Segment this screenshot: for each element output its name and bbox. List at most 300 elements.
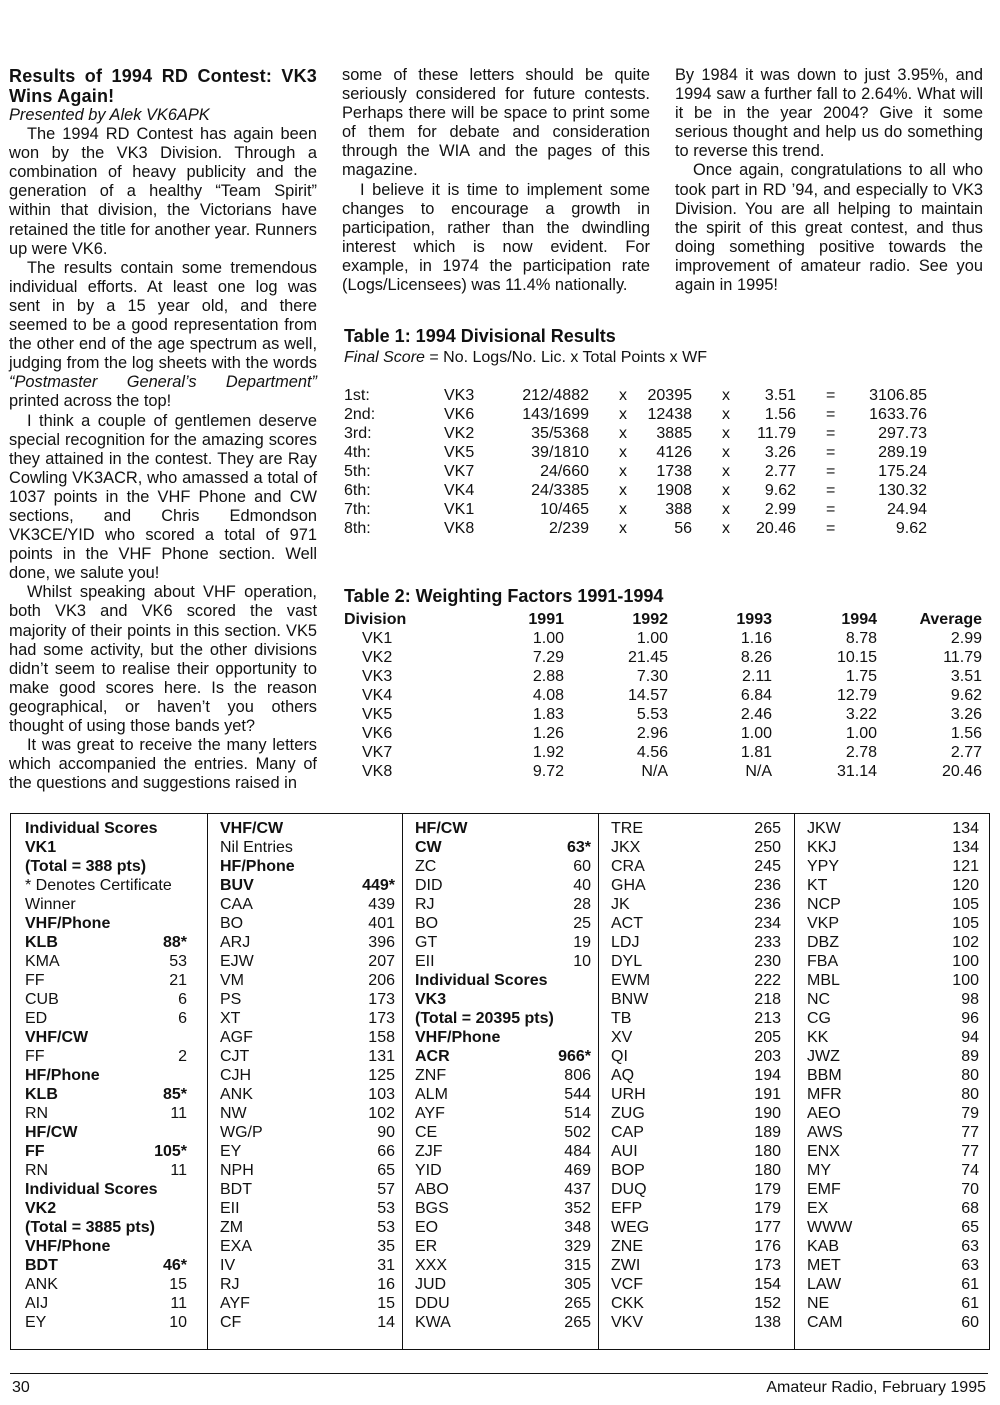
article-column-2 bbox=[342, 66, 650, 295]
table1-cell-div: VK3 bbox=[444, 387, 475, 404]
score-value: 213 bbox=[754, 1010, 781, 1027]
callsign: EXA bbox=[220, 1238, 253, 1255]
score-value: 265 bbox=[564, 1314, 591, 1331]
callsign: JKX bbox=[611, 839, 641, 856]
callsign: NW bbox=[220, 1105, 247, 1122]
callsign: BDT bbox=[25, 1257, 58, 1274]
score-value: 230 bbox=[754, 953, 781, 970]
score-row bbox=[25, 971, 187, 990]
callsign: ALM bbox=[415, 1086, 448, 1103]
score-value: 189 bbox=[754, 1124, 781, 1141]
score-row bbox=[415, 1313, 591, 1332]
score-row bbox=[611, 1123, 781, 1142]
score-value: 158 bbox=[368, 1029, 395, 1046]
table2-cell: 9.72 bbox=[532, 763, 564, 780]
score-value: 28 bbox=[573, 896, 591, 913]
score-row bbox=[220, 857, 395, 876]
score-value: 10 bbox=[169, 1314, 187, 1331]
table1-cell-x: x bbox=[722, 387, 730, 404]
table2-cell: VK4 bbox=[362, 687, 393, 704]
callsign: ZUG bbox=[611, 1105, 645, 1122]
score-row bbox=[220, 971, 395, 990]
score-value: 6 bbox=[178, 1010, 187, 1027]
score-value: 74 bbox=[961, 1162, 979, 1179]
table1-cell-div: VK5 bbox=[444, 444, 475, 461]
score-row bbox=[807, 1218, 979, 1237]
score-row bbox=[220, 1180, 395, 1199]
callsign: NC bbox=[807, 991, 831, 1008]
paragraph: Whilst speaking about VHF operation, both VK3 and VK6 scored the vast majority of their points in this section. VK5 had some activity, but the other divisions didn’t seem to realise their opportunity to make good scores here. Is the reason geographical, or haven’t you others thought of using those bands yet? bbox=[9, 583, 317, 735]
table1-cell-div: VK2 bbox=[444, 425, 475, 442]
score-row bbox=[220, 1066, 395, 1085]
score-value: 469 bbox=[564, 1162, 591, 1179]
score-row bbox=[415, 1085, 591, 1104]
callsign: BBM bbox=[807, 1067, 842, 1084]
callsign: VK3 bbox=[415, 991, 447, 1008]
magazine-issue: Amateur Radio, February 1995 bbox=[766, 1379, 986, 1396]
score-value: 21 bbox=[169, 972, 187, 989]
callsign: VK2 bbox=[25, 1200, 57, 1217]
callsign: EII bbox=[220, 1200, 240, 1217]
table1-cell-x: x bbox=[619, 425, 627, 442]
callsign: RJ bbox=[220, 1276, 240, 1293]
callsign: Individual Scores bbox=[25, 820, 158, 837]
score-value: 85* bbox=[162, 1086, 187, 1103]
score-value: 484 bbox=[564, 1143, 591, 1160]
table1-cell-points: 1908 bbox=[656, 482, 692, 499]
score-value: 70 bbox=[961, 1181, 979, 1198]
score-value: 203 bbox=[754, 1048, 781, 1065]
callsign: ZNF bbox=[415, 1067, 447, 1084]
table2-cell: VK6 bbox=[362, 725, 393, 742]
score-value: 401 bbox=[368, 915, 395, 932]
table1-cell-points: 56 bbox=[674, 520, 692, 537]
callsign: WEG bbox=[611, 1219, 650, 1236]
table2-cell: 11.79 bbox=[943, 649, 982, 666]
score-row bbox=[611, 876, 781, 895]
score-row bbox=[25, 1123, 187, 1142]
table1-subtitle: Final Score = No. Logs/No. Lic. x Total Points x WF bbox=[344, 349, 707, 366]
score-row bbox=[415, 1047, 591, 1066]
table1-cell-div: VK7 bbox=[444, 463, 475, 480]
table2-cell: VK3 bbox=[362, 668, 393, 685]
score-row bbox=[415, 952, 591, 971]
callsign: AGF bbox=[220, 1029, 253, 1046]
callsign: KMA bbox=[25, 953, 60, 970]
table1-cell-eq: = bbox=[826, 520, 836, 537]
score-value: 105 bbox=[952, 896, 979, 913]
score-value: 60 bbox=[961, 1314, 979, 1331]
score-value: 2 bbox=[178, 1048, 187, 1065]
score-row bbox=[220, 1256, 395, 1275]
score-row bbox=[415, 1028, 591, 1047]
table1-cell-eq: = bbox=[826, 425, 836, 442]
callsign: KLB bbox=[25, 1086, 58, 1103]
score-value: 191 bbox=[754, 1086, 781, 1103]
table2-row bbox=[344, 648, 984, 667]
table2-header-cell: 1991 bbox=[528, 611, 564, 628]
table2-header-row bbox=[344, 610, 984, 629]
score-row bbox=[220, 1237, 395, 1256]
score-row bbox=[25, 1256, 187, 1275]
table2-row bbox=[344, 705, 984, 724]
score-value: 152 bbox=[754, 1295, 781, 1312]
score-row bbox=[611, 990, 781, 1009]
score-value: 176 bbox=[754, 1238, 781, 1255]
score-value: 514 bbox=[564, 1105, 591, 1122]
callsign: AUI bbox=[611, 1143, 638, 1160]
table2-row bbox=[344, 667, 984, 686]
score-value: 16 bbox=[377, 1276, 395, 1293]
score-value: 80 bbox=[961, 1067, 979, 1084]
table1-cell-score: 297.73 bbox=[878, 425, 927, 442]
callsign: EY bbox=[220, 1143, 242, 1160]
score-value: 206 bbox=[368, 972, 395, 989]
callsign: VKP bbox=[807, 915, 840, 932]
callsign: JK bbox=[611, 896, 630, 913]
scores-column-2 bbox=[207, 814, 395, 1349]
table2-cell: 2.77 bbox=[950, 744, 982, 761]
score-row bbox=[415, 1180, 591, 1199]
score-row bbox=[220, 1047, 395, 1066]
score-row bbox=[807, 1047, 979, 1066]
score-value: 205 bbox=[754, 1029, 781, 1046]
callsign: EJW bbox=[220, 953, 254, 970]
score-value: 53 bbox=[377, 1200, 395, 1217]
callsign: MY bbox=[807, 1162, 831, 1179]
table1-cell-eq: = bbox=[826, 444, 836, 461]
score-row bbox=[25, 1313, 187, 1332]
score-row bbox=[807, 1294, 979, 1313]
callsign: (Total = 20395 pts) bbox=[415, 1010, 554, 1027]
callsign: ZC bbox=[415, 858, 437, 875]
callsign: BDT bbox=[220, 1181, 252, 1198]
score-row bbox=[611, 1104, 781, 1123]
callsign: RN bbox=[25, 1105, 49, 1122]
table1-cell-wf: 3.51 bbox=[764, 387, 796, 404]
table1-cell-x: x bbox=[619, 444, 627, 461]
score-row bbox=[220, 952, 395, 971]
callsign: NE bbox=[807, 1295, 830, 1312]
score-row bbox=[807, 971, 979, 990]
score-row bbox=[415, 1161, 591, 1180]
footer-rule bbox=[10, 1373, 988, 1374]
table2-cell: 21.45 bbox=[627, 649, 668, 666]
callsign: EO bbox=[415, 1219, 439, 1236]
callsign: FF bbox=[25, 972, 45, 989]
callsign: HF/Phone bbox=[220, 858, 295, 875]
score-row bbox=[611, 1028, 781, 1047]
table2-cell: N/A bbox=[641, 763, 668, 780]
score-value: 15 bbox=[169, 1276, 187, 1293]
table1-cell-score: 9.62 bbox=[895, 520, 927, 537]
score-row bbox=[611, 838, 781, 857]
callsign: ABO bbox=[415, 1181, 449, 1198]
callsign: MBL bbox=[807, 972, 840, 989]
score-value: 94 bbox=[961, 1029, 979, 1046]
table1-cell-place: 3rd: bbox=[344, 425, 372, 442]
callsign: BGS bbox=[415, 1200, 449, 1217]
table2-cell: 3.51 bbox=[950, 668, 982, 685]
score-value: 63 bbox=[961, 1238, 979, 1255]
table1-cell-x: x bbox=[619, 463, 627, 480]
score-value: 60 bbox=[573, 858, 591, 875]
callsign: KLB bbox=[25, 934, 58, 951]
table1-row bbox=[344, 443, 944, 462]
score-value: 31 bbox=[377, 1257, 395, 1274]
callsign: EX bbox=[807, 1200, 829, 1217]
score-value: 305 bbox=[564, 1276, 591, 1293]
callsign: DYL bbox=[611, 953, 643, 970]
table2-row bbox=[344, 762, 984, 781]
table1-row bbox=[344, 386, 944, 405]
table2-cell: VK5 bbox=[362, 706, 393, 723]
callsign: YPY bbox=[807, 858, 840, 875]
score-row bbox=[220, 990, 395, 1009]
table1-cell-logs: 212/4882 bbox=[522, 387, 589, 404]
table1-cell-x: x bbox=[722, 520, 730, 537]
callsign: CAM bbox=[807, 1314, 843, 1331]
table1-cell-eq: = bbox=[826, 501, 836, 518]
score-row bbox=[807, 1180, 979, 1199]
callsign: CW bbox=[415, 839, 442, 856]
table2-cell: 3.26 bbox=[950, 706, 982, 723]
callsign: CF bbox=[220, 1314, 242, 1331]
callsign: Winner bbox=[25, 896, 76, 913]
table2-cell: 2.46 bbox=[740, 706, 772, 723]
table1-cell-score: 1633.76 bbox=[869, 406, 927, 423]
score-row bbox=[415, 1104, 591, 1123]
score-value: 88* bbox=[162, 934, 187, 951]
callsign: IV bbox=[220, 1257, 236, 1274]
callsign: RN bbox=[25, 1162, 49, 1179]
score-row bbox=[611, 1161, 781, 1180]
score-row bbox=[25, 1237, 187, 1256]
callsign: PS bbox=[220, 991, 242, 1008]
callsign: KAB bbox=[807, 1238, 840, 1255]
score-row bbox=[415, 876, 591, 895]
callsign: VHF/Phone bbox=[25, 1238, 111, 1255]
score-value: 134 bbox=[952, 820, 979, 837]
table2-cell: 4.56 bbox=[636, 744, 668, 761]
callsign: ACT bbox=[611, 915, 643, 932]
table2-cell: 14.57 bbox=[627, 687, 668, 704]
callsign: HF/Phone bbox=[25, 1067, 100, 1084]
score-row bbox=[220, 1009, 395, 1028]
score-row bbox=[611, 1066, 781, 1085]
score-row bbox=[611, 1142, 781, 1161]
score-value: 966* bbox=[558, 1048, 591, 1065]
score-row bbox=[807, 895, 979, 914]
table1-cell-x: x bbox=[619, 482, 627, 499]
score-row bbox=[807, 1066, 979, 1085]
callsign: BO bbox=[415, 915, 439, 932]
score-row bbox=[807, 914, 979, 933]
table2-cell: 31.14 bbox=[836, 763, 877, 780]
callsign: AIJ bbox=[25, 1295, 49, 1312]
table1-cell-place: 4th: bbox=[344, 444, 371, 461]
score-row bbox=[25, 952, 187, 971]
table1-cell-score: 130.32 bbox=[878, 482, 927, 499]
callsign: DDU bbox=[415, 1295, 450, 1312]
score-row bbox=[25, 1180, 187, 1199]
callsign: EFP bbox=[611, 1200, 643, 1217]
table1-cell-points: 1738 bbox=[656, 463, 692, 480]
score-row bbox=[807, 876, 979, 895]
callsign: JWZ bbox=[807, 1048, 840, 1065]
callsign: EMF bbox=[807, 1181, 841, 1198]
score-row bbox=[807, 838, 979, 857]
callsign: BOP bbox=[611, 1162, 645, 1179]
score-value: 11 bbox=[170, 1105, 187, 1122]
score-value: 102 bbox=[368, 1105, 395, 1122]
score-value: 66 bbox=[377, 1143, 395, 1160]
table2-cell: 7.29 bbox=[532, 649, 564, 666]
table2-cell: 1.00 bbox=[740, 725, 772, 742]
table2-row bbox=[344, 686, 984, 705]
score-value: 121 bbox=[952, 858, 979, 875]
score-value: 105 bbox=[952, 915, 979, 932]
table1-cell-logs: 24/3385 bbox=[531, 482, 589, 499]
score-value: 449* bbox=[362, 877, 395, 894]
byline: Presented by Alek VK6APK bbox=[9, 106, 210, 124]
table1-cell-points: 388 bbox=[665, 501, 692, 518]
score-row bbox=[807, 1028, 979, 1047]
score-value: 179 bbox=[754, 1181, 781, 1198]
callsign: LAW bbox=[807, 1276, 842, 1293]
table1-cell-place: 7th: bbox=[344, 501, 371, 518]
score-row bbox=[25, 1161, 187, 1180]
table1-cell-place: 8th: bbox=[344, 520, 371, 537]
score-row bbox=[25, 1199, 187, 1218]
score-value: 40 bbox=[573, 877, 591, 894]
callsign: Nil Entries bbox=[220, 839, 293, 856]
callsign: HF/CW bbox=[25, 1124, 78, 1141]
table1-cell-x: x bbox=[722, 444, 730, 461]
callsign: WWW bbox=[807, 1219, 853, 1236]
callsign: Individual Scores bbox=[415, 972, 548, 989]
score-row bbox=[611, 1199, 781, 1218]
callsign: AEO bbox=[807, 1105, 841, 1122]
table2-cell: 9.62 bbox=[950, 687, 982, 704]
score-value: 180 bbox=[754, 1143, 781, 1160]
table1-row bbox=[344, 481, 944, 500]
callsign: CUB bbox=[25, 991, 59, 1008]
table2-cell: 8.78 bbox=[845, 630, 877, 647]
callsign: JKW bbox=[807, 820, 841, 837]
score-row bbox=[807, 1199, 979, 1218]
callsign: ARJ bbox=[220, 934, 251, 951]
table2-cell: 1.00 bbox=[845, 725, 877, 742]
score-row bbox=[807, 1313, 979, 1332]
score-row bbox=[415, 1256, 591, 1275]
table2-cell: 7.30 bbox=[636, 668, 668, 685]
score-row bbox=[415, 1275, 591, 1294]
score-row bbox=[611, 1009, 781, 1028]
score-value: 329 bbox=[564, 1238, 591, 1255]
table2-cell: 4.08 bbox=[532, 687, 564, 704]
callsign: KK bbox=[807, 1029, 829, 1046]
table1-cell-logs: 10/465 bbox=[540, 501, 589, 518]
table1-cell-div: VK1 bbox=[444, 501, 475, 518]
score-row bbox=[611, 1180, 781, 1199]
scores-column-1 bbox=[25, 814, 187, 1349]
score-value: 63 bbox=[961, 1257, 979, 1274]
score-value: 65 bbox=[961, 1219, 979, 1236]
score-row bbox=[25, 895, 187, 914]
score-row bbox=[220, 1313, 395, 1332]
table2-cell: 1.26 bbox=[532, 725, 564, 742]
callsign: CG bbox=[807, 1010, 831, 1027]
score-row bbox=[415, 1218, 591, 1237]
score-row bbox=[25, 933, 187, 952]
score-row bbox=[25, 819, 187, 838]
table2-cell: 2.99 bbox=[950, 630, 982, 647]
score-value: 103 bbox=[368, 1086, 395, 1103]
score-value: 79 bbox=[961, 1105, 979, 1122]
score-value: 173 bbox=[368, 1010, 395, 1027]
score-value: 544 bbox=[564, 1086, 591, 1103]
score-value: 315 bbox=[564, 1257, 591, 1274]
table2-row bbox=[344, 743, 984, 762]
table2-cell: 1.16 bbox=[740, 630, 772, 647]
score-value: 61 bbox=[961, 1276, 979, 1293]
score-value: 222 bbox=[754, 972, 781, 989]
callsign: GT bbox=[415, 934, 438, 951]
callsign: ZJF bbox=[415, 1143, 443, 1160]
score-value: 125 bbox=[368, 1067, 395, 1084]
score-value: 80 bbox=[961, 1086, 979, 1103]
score-value: 245 bbox=[754, 858, 781, 875]
score-value: 98 bbox=[961, 991, 979, 1008]
table1-cell-x: x bbox=[619, 387, 627, 404]
score-value: 100 bbox=[952, 953, 979, 970]
paragraph: I believe it is time to implement some changes to encourage a growth in participation, rather than the dwindling interest which is now evident. For example, in 1974 the participation rate (Logs/Licensees) was 11.4% nationally. bbox=[342, 180, 650, 295]
table1-cell-x: x bbox=[722, 406, 730, 423]
score-value: 57 bbox=[377, 1181, 395, 1198]
score-row bbox=[415, 857, 591, 876]
score-row bbox=[611, 1047, 781, 1066]
score-row bbox=[611, 933, 781, 952]
callsign: FBA bbox=[807, 953, 839, 970]
table1-cell-div: VK8 bbox=[444, 520, 475, 537]
score-value: 14 bbox=[377, 1314, 395, 1331]
callsign: DBZ bbox=[807, 934, 839, 951]
score-row bbox=[415, 838, 591, 857]
callsign: AYF bbox=[415, 1105, 445, 1122]
score-value: 348 bbox=[564, 1219, 591, 1236]
callsign: ACR bbox=[415, 1048, 450, 1065]
score-row bbox=[415, 1066, 591, 1085]
table1-cell-eq: = bbox=[826, 387, 836, 404]
table1-cell-place: 5th: bbox=[344, 463, 371, 480]
table1-cell-x: x bbox=[722, 425, 730, 442]
table1-row bbox=[344, 424, 944, 443]
score-row bbox=[415, 1294, 591, 1313]
paragraph: I think a couple of gentlemen deserve special recognition for the amazing scores they attained in the contest. They are Ray Cowling VK3ACR, who amassed a total of 1037 points in the VHF Phone and CW sections, and Chris Edmondson VK3CE/YID who scored a total of 971 points in the VHF Phone section. Well done, we salute you! bbox=[9, 411, 317, 583]
score-value: 179 bbox=[754, 1200, 781, 1217]
score-value: 25 bbox=[573, 915, 591, 932]
table1-cell-x: x bbox=[722, 463, 730, 480]
page-number: 30 bbox=[12, 1379, 30, 1396]
callsign: CJT bbox=[220, 1048, 250, 1065]
table2-header-cell: Average bbox=[919, 611, 982, 628]
score-row bbox=[25, 838, 187, 857]
score-row bbox=[807, 933, 979, 952]
score-value: 65 bbox=[377, 1162, 395, 1179]
score-value: 194 bbox=[754, 1067, 781, 1084]
table1-cell-wf: 1.56 bbox=[764, 406, 796, 423]
